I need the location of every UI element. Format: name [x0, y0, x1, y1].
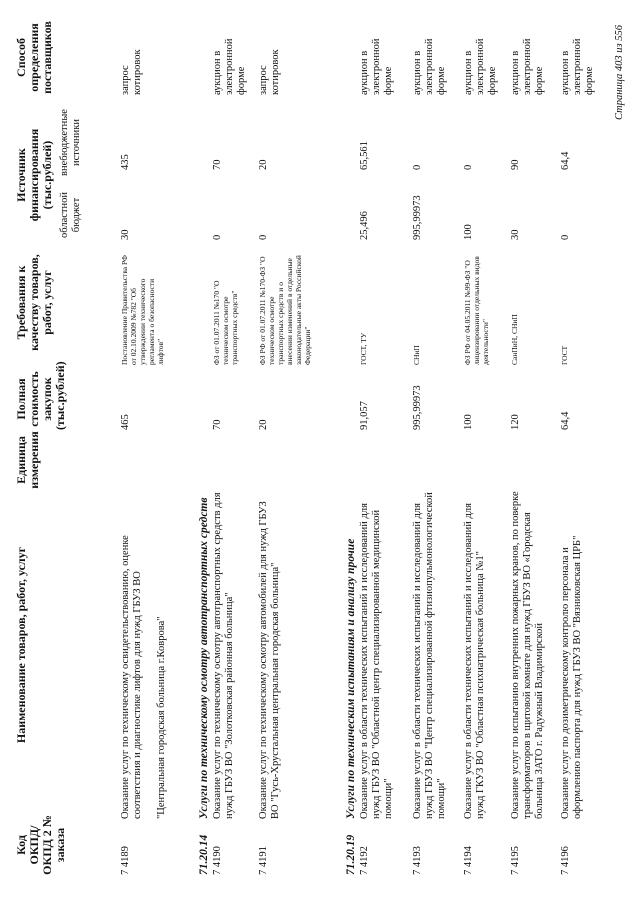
row-external: 0	[463, 164, 474, 170]
row-method: запрос котировок	[120, 49, 143, 95]
row-cost: 20	[258, 419, 269, 430]
row-external: 64,4	[560, 151, 571, 170]
row-code: 7 4196	[560, 846, 571, 875]
row-cost: 64,4	[560, 411, 571, 430]
header-regional: областной бюджет	[59, 192, 82, 238]
row-requirements: ГОСТ, ТУ	[359, 332, 368, 365]
row-name: Оказание услуг в области технических испытаний и исследований для нужд ГБУЗ ВО "Областной центр специализированной медицинской помощи"	[359, 503, 394, 819]
row-cost: 100	[463, 414, 474, 430]
section-title: Услуги по техническому осмотру автотранспортных средств	[198, 497, 210, 819]
page-number: Страница 403 из 556	[614, 25, 625, 121]
row-regional: 30	[120, 229, 131, 240]
header-external: внебюджетные источники	[59, 109, 82, 176]
row-name: Оказание услуг в области технических испытаний и исследований для нужд ГКУЗ ВО "Областная психиатрическая больница №1"	[463, 503, 486, 819]
row-code: 7 4195	[510, 846, 521, 875]
row-name: Оказание услуг по испытанию внутренних пожарных кранов, по поверке трансформаторов в щитовой комнате для нужд ГБУЗ ВО «Городская больница ЗАТО г. Радужный Владимирской	[510, 491, 545, 819]
row-method: аукцион в электронной форме	[560, 38, 595, 95]
row-cost: 91,057	[359, 401, 370, 430]
row-requirements: ГОСТ	[560, 345, 569, 365]
row-code: 7 4189	[120, 846, 131, 875]
row-name: Оказание услуг по техническому освидетельствованию, оценке соответствия и диагностике лифтов для нужд ГБУЗ ВО "Центральная городская больница г.Коврова"	[120, 535, 167, 819]
procurement-table	[15, 15, 625, 875]
row-requirements: ФЗ РФ от 04.05.2011 №99-ФЗ "О лицензировании отдельных видов деятельности"	[463, 256, 490, 365]
header-cost: Полная стоимость закупок (тыс.рублей)	[14, 361, 67, 430]
row-cost: 70	[212, 419, 223, 430]
row-code: 7 4191	[258, 846, 269, 875]
row-regional: 30	[510, 229, 521, 240]
row-name: Оказание услуг по техническому осмотру автомобилей для нужд ГБУЗ ВО "Гусь-Хрустальная центральная городская больница"	[258, 501, 281, 819]
header-unit: Единица измерения	[14, 431, 41, 489]
row-code: 7 4194	[463, 846, 474, 875]
row-requirements: ФЗ РФ от 01.07.2011 №170-ФЗ "О техническом осмотре транспортных средств и о внесении изменений в отдельные законодательные акты Российской Федерации"	[258, 255, 312, 365]
row-code: 7 4190	[212, 846, 223, 875]
row-regional: 0	[258, 234, 269, 240]
row-requirements: Постановление Правительства РФ от 02.10.2009 №782 "Об утверждении технического регламента о безопасности лифтов"	[120, 255, 165, 365]
row-requirements: СанПиН, СНиП	[510, 314, 519, 365]
section-code: 71.20.19	[345, 834, 357, 875]
row-name: Оказание услуг по дозиметрическому контролю персонала и оформлению паспорта для нужд ГБУЗ ВО "Вязниковская ЦРБ"	[560, 535, 583, 819]
row-method: запрос котировок	[258, 49, 281, 95]
row-code: 7 4193	[412, 846, 423, 875]
row-method: аукцион в электронной форме	[359, 38, 394, 95]
header-requirements: Требования к качеству товаров, работ, услуг	[14, 254, 54, 351]
section-heading	[345, 539, 357, 875]
row-cost: 465	[120, 414, 131, 430]
section-heading	[198, 497, 210, 875]
row-external: 65,561	[359, 141, 370, 170]
row-external: 435	[120, 154, 131, 170]
row-regional: 0	[560, 234, 571, 240]
row-code: 7 4192	[359, 846, 370, 875]
row-regional: 0	[212, 234, 223, 240]
header-name: Наименование товаров, работ, услуг	[14, 546, 28, 744]
row-external: 20	[258, 159, 269, 170]
row-name: Оказание услуг в области технических испытаний и исследований для нужд ГБУЗ ВО "Центр специализированной фтизиопульмонологической помощи"	[412, 492, 447, 819]
row-name: Оказание услуг по техническому осмотру автотранспортных средств для нужд ГБУЗ ВО "Золотковская районная больница"	[212, 492, 235, 819]
row-cost: 120	[510, 414, 521, 430]
row-cost: 995,99973	[412, 385, 423, 430]
header-method: Способ определения поставщиков	[14, 21, 54, 94]
row-external: 70	[212, 159, 223, 170]
row-requirements: СНиП	[412, 345, 421, 365]
row-method: аукцион в электронной форме	[412, 38, 447, 95]
header-financing: Источник финансирования (тыс.рублей)	[14, 128, 54, 222]
row-regional: 995,99973	[412, 195, 423, 240]
header-code: Код ОКПД/ ОКПД 2 № заказа	[14, 815, 67, 875]
section-title: Услуги по техническим испытаниям и анализу прочие	[345, 538, 357, 819]
row-external: 0	[412, 164, 423, 170]
row-regional: 25,496	[359, 211, 370, 240]
row-method: аукцион в электронной форме	[212, 38, 247, 95]
section-code: 71.20.14	[198, 834, 210, 875]
row-method: аукцион в электронной форме	[463, 38, 498, 95]
row-requirements: ФЗ от 01.07.2011 №170 "О техническом осмотре транспортных средств"	[212, 280, 239, 365]
row-external: 90	[510, 159, 521, 170]
row-regional: 100	[463, 224, 474, 240]
row-method: аукцион в электронной форме	[510, 38, 545, 95]
